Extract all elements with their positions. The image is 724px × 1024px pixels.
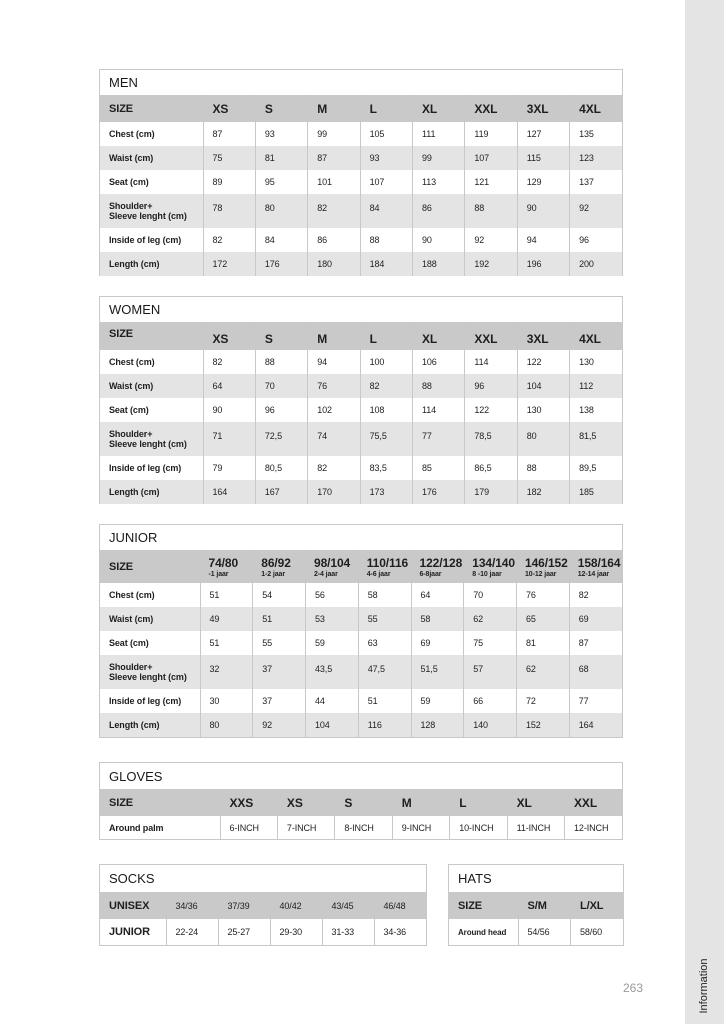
- header-cell: [569, 550, 622, 583]
- size-value: 130: [517, 398, 569, 422]
- size-value: 89: [203, 170, 255, 194]
- size-value: 192: [465, 252, 517, 276]
- size-value: 88: [465, 194, 517, 228]
- size-value: 43/45: [322, 892, 374, 919]
- header-cell: [358, 550, 411, 583]
- size-value: 100: [360, 350, 412, 374]
- size-grid: [100, 789, 622, 839]
- header-cell: [200, 550, 253, 583]
- size-value: 129: [517, 170, 569, 194]
- size-value: 170: [308, 480, 360, 504]
- header-cell: 4XL: [570, 322, 622, 350]
- size-value: 9-INCH: [392, 816, 449, 839]
- row-label: Inside of leg (cm): [109, 463, 182, 473]
- size-value: 114: [465, 350, 517, 374]
- table-title: MEN: [109, 75, 138, 90]
- row-label: [100, 655, 200, 689]
- table-row: [100, 713, 622, 737]
- age-range: 6-8jaar: [419, 570, 442, 578]
- size-value: 78: [203, 194, 255, 228]
- size-value: 8-INCH: [335, 816, 392, 839]
- size-value: 182: [517, 480, 569, 504]
- size-value: 107: [360, 170, 412, 194]
- size-value: 37: [253, 689, 306, 713]
- size-value: 72: [517, 689, 570, 713]
- row-label: Waist (cm): [100, 146, 203, 170]
- size-value: 37: [253, 655, 306, 689]
- size-value: 115: [517, 146, 569, 170]
- row-label-line: Shoulder+: [109, 662, 153, 672]
- size-value: 59: [306, 631, 359, 655]
- row-label: UNISEX: [100, 892, 166, 919]
- header-cell: M: [308, 322, 360, 350]
- table-row: [100, 456, 622, 480]
- table-row: [100, 583, 622, 607]
- table-row: [100, 919, 426, 945]
- row-label: Around head: [458, 927, 507, 937]
- size-value: 88: [255, 350, 307, 374]
- age-range: 10-12 jaar: [525, 570, 557, 578]
- table-title: SOCKS: [109, 871, 155, 886]
- size-value: 75: [464, 631, 517, 655]
- size-value: 92: [253, 713, 306, 737]
- size-grid: [100, 550, 622, 737]
- size-value: 77: [569, 689, 622, 713]
- size-value: 62: [517, 655, 570, 689]
- men-size-table: [99, 69, 623, 276]
- size-value: 93: [360, 146, 412, 170]
- header-cell: 3XL: [517, 322, 569, 350]
- size-value: 185: [570, 480, 622, 504]
- size-value: 78,5: [465, 422, 517, 456]
- size-value: 137: [570, 170, 622, 194]
- header-cell: SIZE: [100, 550, 200, 583]
- size-range: 122/128: [419, 555, 463, 570]
- size-value: 80: [517, 422, 569, 456]
- table-row: [100, 422, 622, 456]
- size-value: 90: [413, 228, 465, 252]
- size-value: 140: [464, 713, 517, 737]
- table-title: WOMEN: [109, 302, 161, 317]
- size-value: 66: [464, 689, 517, 713]
- size-range: 86/92: [261, 555, 291, 570]
- size-value: 51: [358, 689, 411, 713]
- header-cell: SIZE: [100, 95, 203, 122]
- hats-size-table: [448, 864, 624, 946]
- header-row: [100, 789, 622, 816]
- row-label: Seat (cm): [109, 638, 149, 648]
- size-grid: [449, 892, 623, 945]
- size-value: 71: [203, 422, 255, 456]
- size-value: 128: [411, 713, 464, 737]
- size-value: 102: [308, 398, 360, 422]
- size-range: 158/164: [577, 555, 621, 570]
- size-value: 99: [413, 146, 465, 170]
- junior-size-table: [99, 524, 623, 738]
- table-row: [100, 689, 622, 713]
- size-value: 47,5: [358, 655, 411, 689]
- size-value: 54/56: [518, 919, 571, 945]
- row-label: Waist (cm): [100, 374, 203, 398]
- size-value: 49: [200, 607, 253, 631]
- row-label-line: Sleeve lenght (cm): [109, 672, 187, 682]
- header-cell: 3XL: [517, 95, 569, 122]
- size-value: 76: [517, 583, 570, 607]
- size-value: 11-INCH: [507, 816, 564, 839]
- size-value: 127: [517, 122, 569, 146]
- size-value: 7-INCH: [277, 816, 334, 839]
- size-value: 88: [413, 374, 465, 398]
- size-value: 63: [358, 631, 411, 655]
- age-range: 12-14 jaar: [577, 570, 610, 578]
- size-value: 77: [413, 422, 465, 456]
- size-value: 90: [203, 398, 255, 422]
- header-row: [100, 322, 622, 350]
- size-value: 54: [253, 583, 306, 607]
- header-cell: [306, 550, 359, 583]
- size-value: 85: [413, 456, 465, 480]
- size-value: 65: [517, 607, 570, 631]
- size-value: 138: [570, 398, 622, 422]
- side-tab-label: Information: [698, 958, 710, 1014]
- table-title: GLOVES: [109, 768, 163, 784]
- header-cell: XS: [203, 95, 255, 122]
- size-grid: [100, 892, 426, 945]
- size-value: 74: [308, 422, 360, 456]
- size-value: 94: [308, 350, 360, 374]
- size-value: 167: [255, 480, 307, 504]
- size-value: 43,5: [306, 655, 359, 689]
- size-value: 87: [203, 122, 255, 146]
- table-row: [100, 170, 622, 194]
- table-title: JUNIOR: [109, 530, 158, 545]
- table-row: [100, 892, 426, 919]
- header-cell: SIZE: [100, 789, 220, 816]
- page-number: 263: [623, 981, 644, 995]
- size-value: 114: [413, 398, 465, 422]
- row-label: Length (cm): [100, 252, 203, 276]
- header-cell: [411, 550, 464, 583]
- size-value: 123: [570, 146, 622, 170]
- size-value: 68: [569, 655, 622, 689]
- size-value: 30: [200, 689, 253, 713]
- size-value: 111: [413, 122, 465, 146]
- size-value: 92: [465, 228, 517, 252]
- size-value: 82: [360, 374, 412, 398]
- header-cell: M: [392, 789, 449, 816]
- size-value: 79: [203, 456, 255, 480]
- size-value: 173: [360, 480, 412, 504]
- header-row: [100, 550, 622, 583]
- size-value: 122: [517, 350, 569, 374]
- size-value: 101: [308, 170, 360, 194]
- size-value: 119: [465, 122, 517, 146]
- row-label: Chest (cm): [109, 129, 155, 139]
- size-value: 106: [413, 350, 465, 374]
- size-value: 184: [360, 252, 412, 276]
- header-cell: [517, 550, 570, 583]
- size-value: 104: [306, 713, 359, 737]
- size-value: 112: [570, 374, 622, 398]
- size-value: 69: [569, 607, 622, 631]
- header-cell: L: [360, 322, 412, 350]
- gloves-size-table: [99, 762, 623, 840]
- size-value: 64: [411, 583, 464, 607]
- header-cell: S: [255, 322, 307, 350]
- size-value: 40/42: [270, 892, 322, 919]
- table-row: [100, 398, 622, 422]
- table-row: [449, 919, 623, 945]
- row-label: Length (cm): [100, 480, 203, 504]
- size-value: 84: [255, 228, 307, 252]
- table-row: [100, 122, 622, 146]
- size-value: 10-INCH: [450, 816, 507, 839]
- size-value: 86: [413, 194, 465, 228]
- header-cell: SIZE: [449, 892, 518, 919]
- size-value: 75,5: [360, 422, 412, 456]
- size-value: 82: [308, 456, 360, 480]
- size-value: 51,5: [411, 655, 464, 689]
- size-value: 57: [464, 655, 517, 689]
- row-label: Seat (cm): [109, 177, 149, 187]
- size-value: 58: [358, 583, 411, 607]
- size-value: 88: [517, 456, 569, 480]
- size-value: 59: [411, 689, 464, 713]
- size-value: 31-33: [322, 919, 374, 945]
- size-value: 121: [465, 170, 517, 194]
- women-size-table: [99, 296, 623, 504]
- size-grid: [100, 95, 622, 276]
- size-value: 82: [569, 583, 622, 607]
- header-cell: S: [255, 95, 307, 122]
- size-value: 80: [200, 713, 253, 737]
- size-value: 87: [308, 146, 360, 170]
- age-range: -1 jaar: [208, 570, 229, 578]
- size-value: 75: [203, 146, 255, 170]
- size-value: 22-24: [166, 919, 218, 945]
- size-value: 81,5: [570, 422, 622, 456]
- header-cell: [253, 550, 306, 583]
- row-label-line: Sleeve lenght (cm): [109, 439, 187, 449]
- size-value: 116: [358, 713, 411, 737]
- size-value: 51: [253, 607, 306, 631]
- table-row: [100, 350, 622, 374]
- size-value: 200: [570, 252, 622, 276]
- size-range: 98/104: [314, 555, 351, 570]
- row-label: Chest (cm): [109, 357, 155, 367]
- age-range: 4-6 jaar: [366, 570, 391, 578]
- size-value: 122: [465, 398, 517, 422]
- row-label-line: Shoulder+: [109, 429, 153, 439]
- age-range: 2-4 jaar: [314, 570, 338, 578]
- table-title: HATS: [458, 871, 492, 886]
- size-value: 164: [569, 713, 622, 737]
- size-value: 196: [517, 252, 569, 276]
- size-value: 130: [570, 350, 622, 374]
- header-cell: M: [308, 95, 360, 122]
- header-cell: XS: [203, 322, 255, 350]
- table-row: [100, 228, 622, 252]
- size-value: 176: [413, 480, 465, 504]
- age-range: 1-2 jaar: [261, 570, 285, 578]
- size-value: 164: [203, 480, 255, 504]
- size-value: 82: [203, 350, 255, 374]
- size-value: 86: [308, 228, 360, 252]
- header-row: [100, 95, 622, 122]
- size-value: 95: [255, 170, 307, 194]
- size-value: 32: [200, 655, 253, 689]
- size-value: 83,5: [360, 456, 412, 480]
- row-label: Chest (cm): [109, 590, 155, 600]
- size-value: 69: [411, 631, 464, 655]
- size-value: 92: [570, 194, 622, 228]
- header-cell: XL: [413, 95, 465, 122]
- header-cell: L: [450, 789, 507, 816]
- row-label: Inside of leg (cm): [109, 235, 182, 245]
- size-value: 70: [255, 374, 307, 398]
- size-value: 96: [255, 398, 307, 422]
- header-cell: L: [360, 95, 412, 122]
- size-value: 82: [308, 194, 360, 228]
- age-range: 8 -10 jaar: [472, 570, 502, 578]
- size-value: 96: [570, 228, 622, 252]
- table-row: [100, 194, 622, 228]
- header-cell: XS: [277, 789, 334, 816]
- size-value: 82: [203, 228, 255, 252]
- size-value: 58: [411, 607, 464, 631]
- side-tab: [685, 0, 724, 1024]
- size-value: 104: [517, 374, 569, 398]
- size-value: 107: [465, 146, 517, 170]
- row-label: Waist (cm): [100, 607, 200, 631]
- size-value: 176: [255, 252, 307, 276]
- size-value: 80,5: [255, 456, 307, 480]
- size-value: 64: [203, 374, 255, 398]
- header-cell: XL: [507, 789, 564, 816]
- size-grid: [100, 322, 622, 504]
- size-value: 58/60: [571, 919, 624, 945]
- size-value: 56: [306, 583, 359, 607]
- size-value: 81: [255, 146, 307, 170]
- table-row: [100, 252, 622, 276]
- table-row: [100, 655, 622, 689]
- size-value: 62: [464, 607, 517, 631]
- header-cell: XXS: [220, 789, 277, 816]
- row-label: Around palm: [109, 822, 164, 833]
- size-value: 179: [465, 480, 517, 504]
- header-cell: SIZE: [100, 322, 203, 350]
- size-value: 25-27: [218, 919, 270, 945]
- size-value: 180: [308, 252, 360, 276]
- size-value: 89,5: [570, 456, 622, 480]
- table-row: [100, 480, 622, 504]
- size-value: 81: [517, 631, 570, 655]
- size-value: 12-INCH: [565, 816, 622, 839]
- size-value: 90: [517, 194, 569, 228]
- table-row: [100, 146, 622, 170]
- header-cell: XXL: [465, 95, 517, 122]
- row-label: [100, 194, 203, 228]
- row-label-line: Sleeve lenght (cm): [109, 211, 187, 221]
- size-value: 188: [413, 252, 465, 276]
- size-value: 37/39: [218, 892, 270, 919]
- header-cell: S/M: [518, 892, 571, 919]
- row-label-line: Shoulder+: [109, 201, 153, 211]
- socks-size-table: [99, 864, 427, 946]
- size-value: 51: [200, 631, 253, 655]
- size-value: 113: [413, 170, 465, 194]
- size-value: 135: [570, 122, 622, 146]
- size-value: 76: [308, 374, 360, 398]
- size-value: 94: [517, 228, 569, 252]
- table-row: [100, 607, 622, 631]
- size-value: 96: [465, 374, 517, 398]
- size-value: 72,5: [255, 422, 307, 456]
- size-value: 51: [200, 583, 253, 607]
- size-value: 99: [308, 122, 360, 146]
- size-value: 46/48: [374, 892, 426, 919]
- header-cell: S: [335, 789, 392, 816]
- size-range: 146/152: [525, 555, 568, 570]
- size-value: 152: [517, 713, 570, 737]
- size-value: 55: [358, 607, 411, 631]
- size-value: 86,5: [465, 456, 517, 480]
- table-row: [100, 816, 622, 839]
- size-value: 172: [203, 252, 255, 276]
- size-value: 55: [253, 631, 306, 655]
- table-row: [100, 631, 622, 655]
- header-cell: XXL: [565, 789, 622, 816]
- size-value: 84: [360, 194, 412, 228]
- size-value: 34/36: [166, 892, 218, 919]
- size-value: 87: [569, 631, 622, 655]
- size-value: 34-36: [374, 919, 426, 945]
- header-row: [449, 892, 623, 919]
- size-value: 6-INCH: [220, 816, 277, 839]
- size-range: 74/80: [208, 555, 239, 570]
- size-value: 108: [360, 398, 412, 422]
- row-label: Seat (cm): [109, 405, 149, 415]
- size-value: 53: [306, 607, 359, 631]
- size-range: 110/116: [366, 555, 409, 570]
- size-value: 70: [464, 583, 517, 607]
- row-label: [100, 422, 203, 456]
- row-label: Inside of leg (cm): [109, 696, 182, 706]
- size-range: 134/140: [472, 555, 515, 570]
- size-value: 29-30: [270, 919, 322, 945]
- table-row: [100, 374, 622, 398]
- size-value: 88: [360, 228, 412, 252]
- header-cell: XL: [413, 322, 465, 350]
- header-cell: [464, 550, 517, 583]
- size-value: 105: [360, 122, 412, 146]
- row-label: JUNIOR: [109, 926, 150, 938]
- header-cell: 4XL: [570, 95, 622, 122]
- size-value: 80: [255, 194, 307, 228]
- header-cell: L/XL: [571, 892, 624, 919]
- header-cell: XXL: [465, 322, 517, 350]
- row-label: Length (cm): [100, 713, 200, 737]
- size-value: 93: [255, 122, 307, 146]
- size-value: 44: [306, 689, 359, 713]
